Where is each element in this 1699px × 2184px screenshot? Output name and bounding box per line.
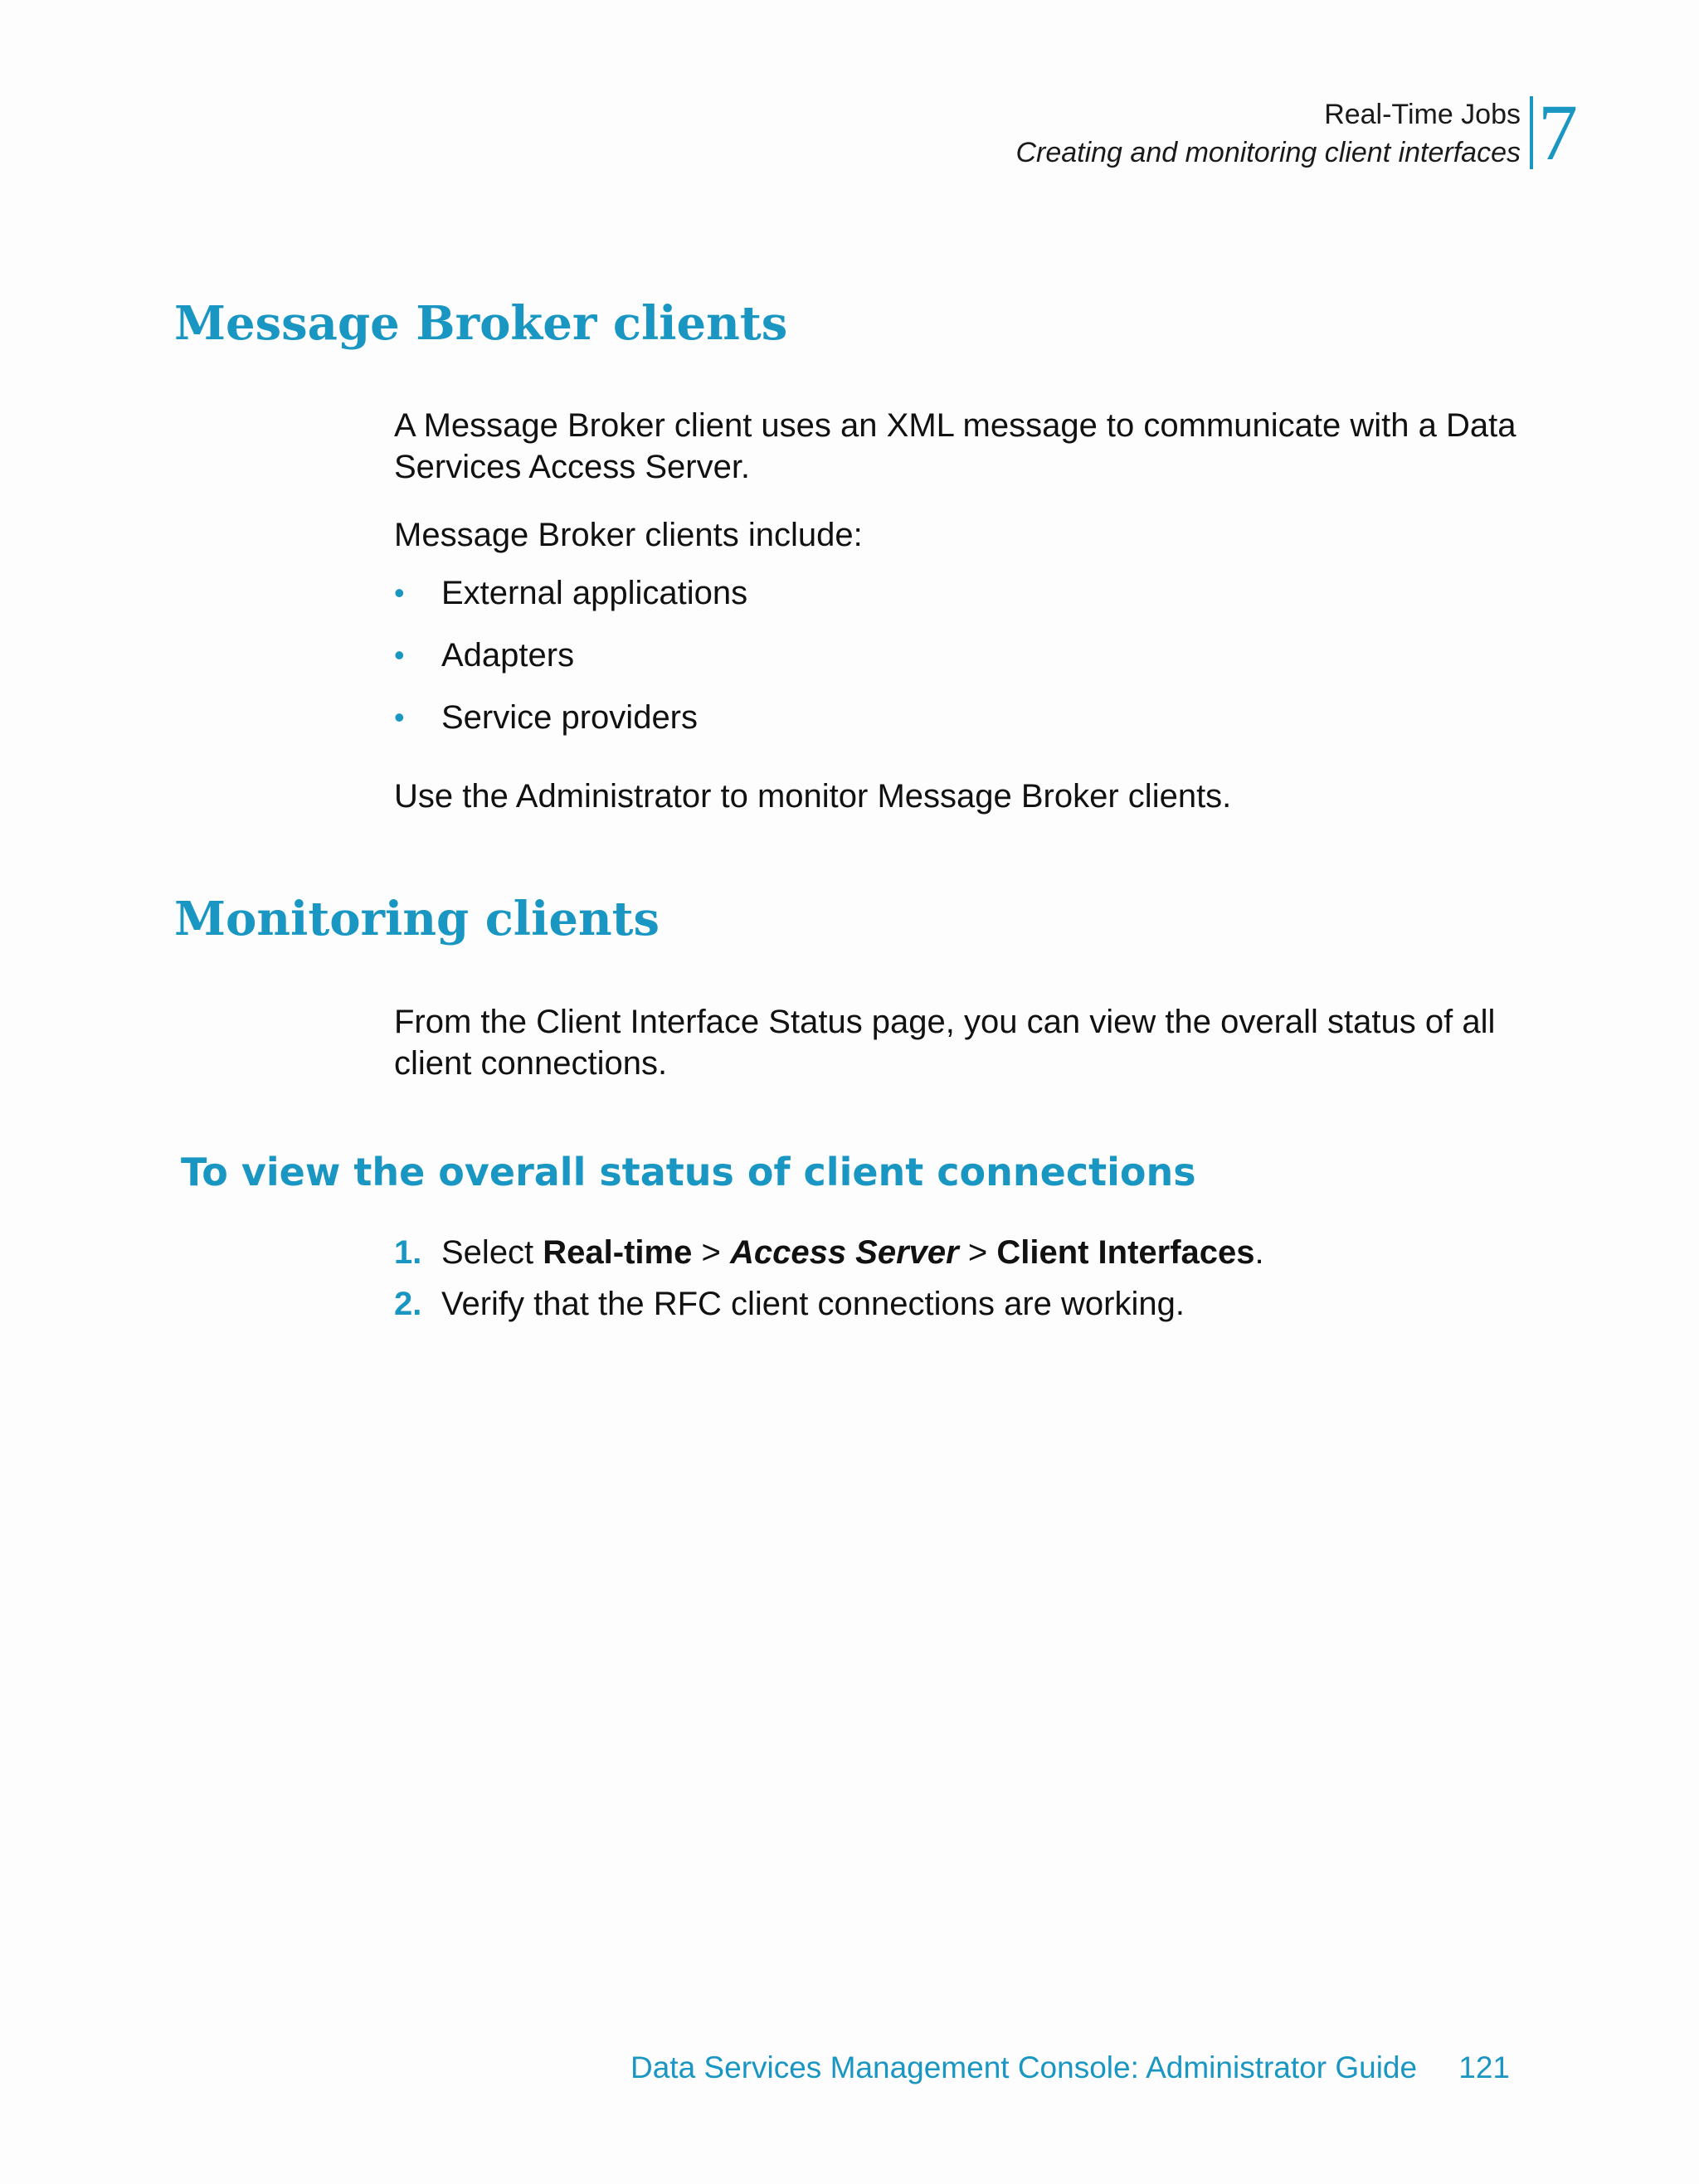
- step-number: 1.: [394, 1234, 422, 1271]
- step-text: Verify that the RFC client connections are working.: [441, 1286, 1185, 1322]
- running-header: [1015, 95, 1521, 172]
- heading-monitoring-clients: Monitoring clients: [174, 892, 660, 946]
- list-item: [394, 572, 747, 635]
- procedure-step: [394, 1283, 1264, 1335]
- menu-path-client-interfaces: Client Interfaces: [996, 1234, 1255, 1271]
- bullet-list-clients: [394, 572, 747, 759]
- menu-path-separator: >: [958, 1234, 997, 1271]
- paragraph-client-interface-status: From the Client Interface Status page, you can view the overall status of all client connections.: [394, 1004, 1496, 1082]
- step-text-prefix: Select: [441, 1234, 543, 1271]
- list-item-text: External applications: [441, 575, 748, 611]
- procedure-steps: [394, 1232, 1264, 1335]
- running-header-chapter-title: Real-Time Jobs: [1324, 99, 1521, 130]
- menu-path-access-server: Access Server: [729, 1234, 959, 1271]
- list-item: [394, 697, 747, 759]
- footer-guide-title: Data Services Management Console: Administrator Guide: [630, 2050, 1418, 2084]
- procedure-step: [394, 1232, 1264, 1283]
- menu-path-separator: >: [692, 1234, 730, 1271]
- heading-procedure: To view the overall status of client connections: [181, 1150, 1196, 1194]
- list-item-text: Adapters: [441, 637, 575, 674]
- list-item-text: Service providers: [441, 699, 699, 736]
- footer-page-number: 121: [1458, 2050, 1510, 2084]
- running-header-section-title: Creating and monitoring client interfaces: [1015, 137, 1521, 168]
- paragraph-message-broker-intro: A Message Broker client uses an XML message to communicate with a Data Services Access Server.: [394, 407, 1516, 485]
- bullet-icon: •: [394, 700, 405, 734]
- bullet-icon: •: [394, 638, 405, 672]
- paragraph-clients-include: Message Broker clients include:: [394, 517, 863, 553]
- paragraph-use-administrator: Use the Administrator to monitor Message Broker clients.: [394, 778, 1232, 815]
- chapter-number: 7: [1538, 88, 1578, 177]
- chapter-marker: [1530, 88, 1578, 177]
- step-number: 2.: [394, 1286, 422, 1322]
- bullet-icon: •: [394, 576, 405, 610]
- menu-path-realtime: Real-time: [543, 1234, 693, 1271]
- list-item: [394, 635, 747, 697]
- step-text-suffix: .: [1254, 1234, 1264, 1271]
- heading-message-broker-clients: Message Broker clients: [174, 296, 788, 351]
